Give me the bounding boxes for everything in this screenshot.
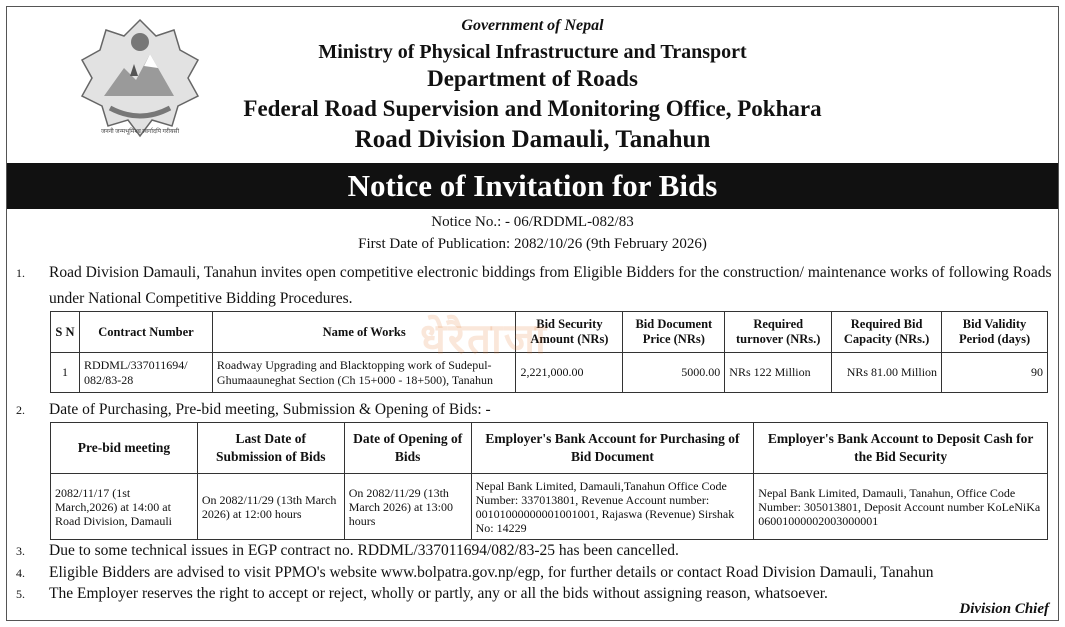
division-title: Road Division Damauli, Tanahun bbox=[354, 126, 711, 153]
ministry-title: Ministry of Physical Infrastructure and Transport bbox=[318, 41, 747, 63]
column-header: Pre-bid meeting bbox=[51, 423, 198, 474]
item-text: Road Division Damauli, Tanahun invites open competitive electronic biddings from Eligible Bidders for the construction/ maintenance works of following Roads under National Competitive Bidding Procedures. bbox=[49, 264, 1052, 307]
table-cell: NRs 122 Million bbox=[725, 353, 832, 393]
signature: Division Chief bbox=[959, 601, 1049, 617]
table-cell: 90 bbox=[942, 353, 1048, 393]
table-cell: Nepal Bank Limited, Damauli, Tanahun, Office Code Number: 305013801, Deposit Account number KoLeNiKa 06001000002003000001 bbox=[754, 474, 1048, 540]
item-text: Due to some technical issues in EGP contract no. RDDML/337011694/082/83-25 has been cancelled. bbox=[49, 542, 679, 559]
column-header: Required turnover (NRs.) bbox=[725, 312, 832, 353]
item-text: Date of Purchasing, Pre-bid meeting, Submission & Opening of Bids: - bbox=[49, 401, 491, 418]
notice-number: Notice No.: - 06/RDDML-082/83 bbox=[431, 214, 634, 230]
item-number: 1. bbox=[16, 266, 25, 280]
item-text: Eligible Bidders are advised to visit PPMO's website www.bolpatra.gov.np/egp, for further details or contact Road Division Damauli, Tanahun bbox=[49, 564, 934, 581]
item-number: 3. bbox=[16, 544, 25, 558]
column-header: Name of Works bbox=[212, 312, 516, 353]
government-title: Government of Nepal bbox=[461, 17, 604, 34]
table-cell: Nepal Bank Limited, Damauli,Tanahun Office Code Number: 337013801, Revenue Account number: 00101000000001001001, Rajaswa (Revenue) Sirshak No: 14229 bbox=[471, 474, 754, 540]
table-cell: 1 bbox=[51, 353, 80, 393]
federal-office-title: Federal Road Supervision and Monitoring Office, Pokhara bbox=[243, 96, 822, 121]
item-number: 4. bbox=[16, 566, 25, 580]
emblem-motto: जननी जन्मभूमिश्च स्वर्गादपि गरीयसी bbox=[100, 129, 180, 135]
watermark: धेरैताजा bbox=[420, 314, 548, 363]
item-number: 2. bbox=[16, 403, 25, 417]
column-header: Bid Security Amount (NRs) bbox=[516, 312, 623, 353]
table-row bbox=[51, 474, 1048, 540]
table-cell: RDDML/337011694/ 082/83-28 bbox=[79, 353, 212, 393]
publication-date: First Date of Publication: 2082/10/26 (9th February 2026) bbox=[358, 236, 707, 252]
table-cell: 5000.00 bbox=[623, 353, 725, 393]
table-header-row bbox=[51, 423, 1048, 474]
table-cell: On 2082/11/29 (13th March 2026) at 12:00 hours bbox=[197, 474, 344, 540]
item-text: The Employer reserves the right to accept or reject, wholly or partly, any or all the bids without assigning reason, whatsoever. bbox=[49, 585, 828, 602]
column-header: Contract Number bbox=[79, 312, 212, 353]
table-cell: 2082/11/17 (1st March,2026) at 14:00 at Road Division, Damauli bbox=[51, 474, 198, 540]
table-header-row bbox=[51, 312, 1048, 353]
department-title: Department of Roads bbox=[427, 66, 638, 91]
column-header: Bid Validity Period (days) bbox=[942, 312, 1048, 353]
item-number: 5. bbox=[16, 587, 25, 601]
column-header: S N bbox=[51, 312, 80, 353]
column-header: Employer's Bank Account for Purchasing of Bid Document bbox=[471, 423, 754, 474]
works-table bbox=[50, 311, 1048, 393]
table-row bbox=[51, 353, 1048, 393]
list-item bbox=[16, 260, 1056, 312]
list-item bbox=[16, 581, 1056, 607]
table-cell: 2,221,000.00 bbox=[516, 353, 623, 393]
column-header: Date of Opening of Bids bbox=[344, 423, 471, 474]
column-header: Required Bid Capacity (NRs.) bbox=[832, 312, 942, 353]
column-header: Last Date of Submission of Bids bbox=[197, 423, 344, 474]
schedule-table bbox=[50, 422, 1048, 540]
column-header: Employer's Bank Account to Deposit Cash for the Bid Security bbox=[754, 423, 1048, 474]
table-cell: On 2082/11/29 (13th March 2026) at 13:00 hours bbox=[344, 474, 471, 540]
table-cell: NRs 81.00 Million bbox=[832, 353, 942, 393]
column-header: Bid Document Price (NRs) bbox=[623, 312, 725, 353]
table-cell: Roadway Upgrading and Blacktopping work of Sudepul-Ghumaauneghat Section (Ch 15+000 - 18+500), Tanahun bbox=[212, 353, 516, 393]
list-item bbox=[16, 397, 1056, 423]
notice-title: Notice of Invitation for Bids bbox=[7, 163, 1058, 209]
